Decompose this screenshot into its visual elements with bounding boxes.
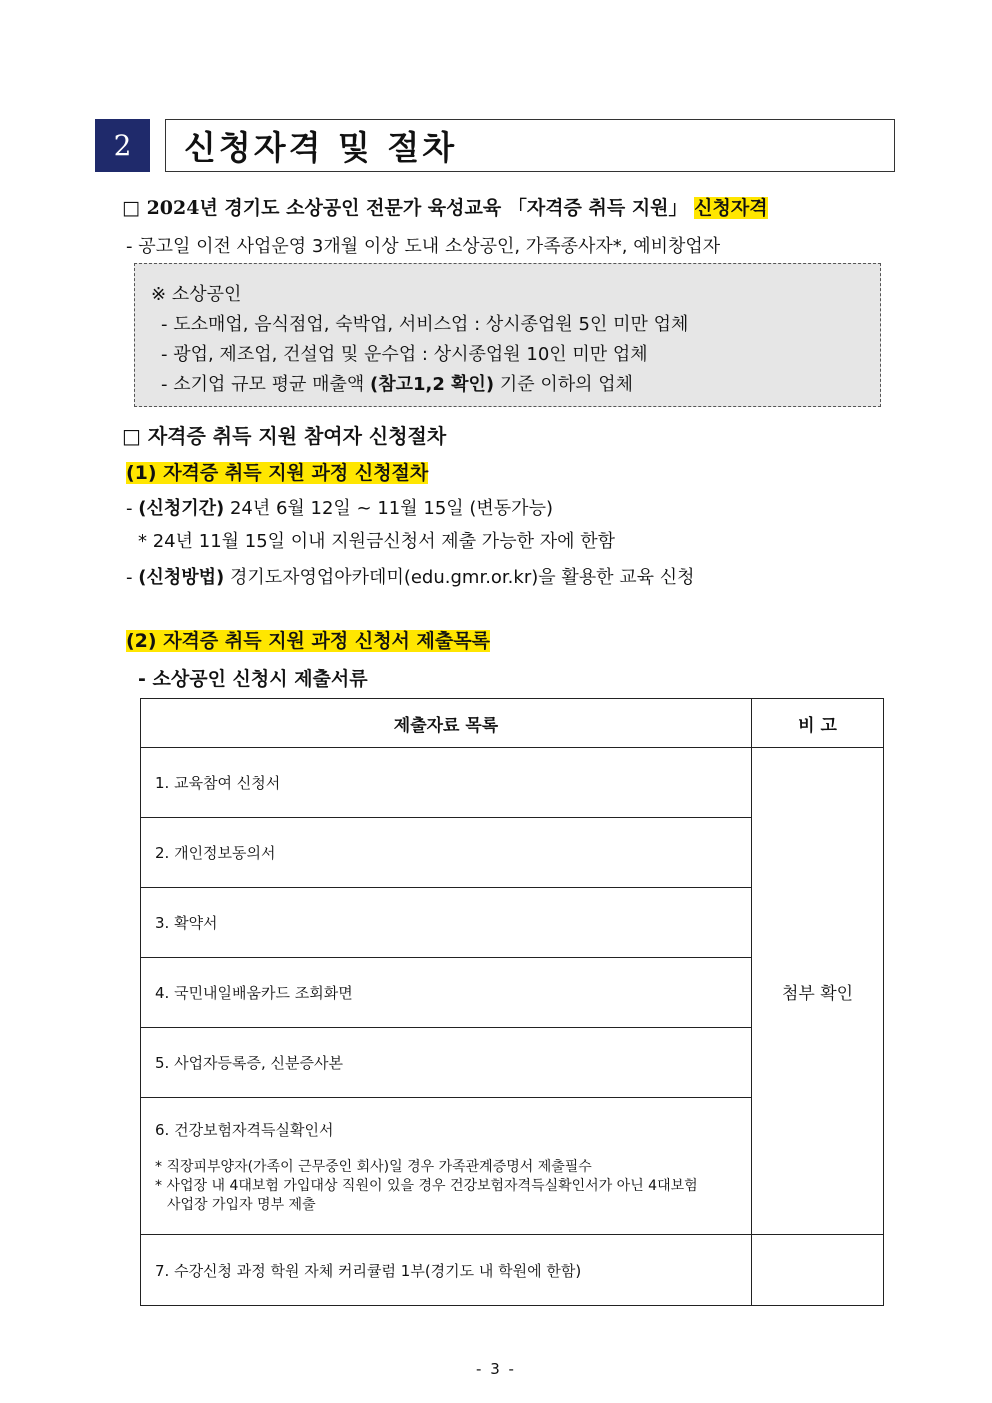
note-line-3-pre: - 소기업 규모 평균 매출액 xyxy=(161,374,365,395)
dash: - xyxy=(126,498,139,519)
row6-title: 6. 건강보험자격득실확인서 xyxy=(155,1121,334,1139)
table-cell-item: 4. 국민내일배움카드 조회화면 xyxy=(141,958,752,1028)
period-label: (신청기간) xyxy=(138,498,225,519)
note-title: ※ 소상공인 xyxy=(151,284,242,305)
qualification-highlight: 신청자격 xyxy=(694,197,768,219)
row6-note-3: 사업장 가입자 명부 제출 xyxy=(167,1197,316,1213)
dash: - xyxy=(126,567,139,588)
period-note: * 24년 11월 15일 이내 지원금신청서 제출 가능한 자에 한함 xyxy=(138,531,615,552)
table-cell-item: 2. 개인정보동의서 xyxy=(141,818,752,888)
note-line-3-bold: (참고1,2 확인) xyxy=(370,374,495,395)
period-line xyxy=(126,494,553,520)
step1-heading-text: (1) 자격증 취득 지원 과정 신청절차 xyxy=(126,462,429,484)
table-cell-item: 3. 확약서 xyxy=(141,888,752,958)
table-cell-remark-empty xyxy=(752,1235,884,1306)
table-row xyxy=(141,748,884,818)
section-header xyxy=(95,119,895,172)
row6-note-2: * 사업장 내 4대보험 가입대상 직원이 있을 경우 건강보험자격득실확인서가 아닌 4대보험 xyxy=(155,1178,698,1194)
qualification-heading-text: □ 2024년 경기도 소상공인 전문가 육성교육 「자격증 취득 지원」 xyxy=(122,197,688,219)
table-cell-item xyxy=(141,1098,752,1235)
note-box xyxy=(134,263,881,407)
table-row xyxy=(141,1235,884,1306)
section-title-box xyxy=(165,119,895,172)
note-line-1: - 도소매업, 음식점업, 숙박업, 서비스업 : 상시종업원 5인 미만 업체 xyxy=(161,314,689,335)
section-title: 신청자격 및 절차 xyxy=(184,128,458,167)
page-number: - 3 - xyxy=(476,1360,516,1378)
section-number: 2 xyxy=(95,119,150,172)
procedure-heading: □ 자격증 취득 지원 참여자 신청절차 xyxy=(122,424,447,448)
qualification-heading xyxy=(122,193,768,220)
submission-subheading: - 소상공인 신청시 제출서류 xyxy=(138,668,368,690)
documents-table xyxy=(140,698,884,1306)
table-header-remark: 비 고 xyxy=(752,699,884,748)
note-line-3 xyxy=(161,370,633,396)
method-value: 경기도자영업아카데미(edu.gmr.or.kr)을 활용한 교육 신청 xyxy=(224,567,695,588)
step2-heading xyxy=(126,626,490,653)
method-line xyxy=(126,563,695,589)
step2-heading-text: (2) 자격증 취득 지원 과정 신청서 제출목록 xyxy=(126,630,490,652)
note-line-3-post: 기준 이하의 업체 xyxy=(499,374,634,395)
method-label: (신청방법) xyxy=(138,567,225,588)
row6-note-1: * 직장피부양자(가족이 근무중인 회사)일 경우 가족관계증명서 제출필수 xyxy=(155,1159,592,1175)
table-cell-item: 7. 수강신청 과정 학원 자체 커리큘럼 1부(경기도 내 학원에 한함) xyxy=(141,1235,752,1306)
step1-heading xyxy=(126,458,428,485)
table-header-row xyxy=(141,699,884,748)
table-cell-item: 1. 교육참여 신청서 xyxy=(141,748,752,818)
table-cell-item: 5. 사업자등록증, 신분증사본 xyxy=(141,1028,752,1098)
table-cell-remark: 첨부 확인 xyxy=(752,748,884,1235)
qualification-desc: - 공고일 이전 사업운영 3개월 이상 도내 소상공인, 가족종사자*, 예비창업자 xyxy=(126,236,721,257)
period-value: 24년 6월 12일 ~ 11월 15일 (변동가능) xyxy=(224,498,553,519)
table-header-documents: 제출자료 목록 xyxy=(141,699,752,748)
note-line-2: - 광업, 제조업, 건설업 및 운수업 : 상시종업원 10인 미만 업체 xyxy=(161,344,648,365)
